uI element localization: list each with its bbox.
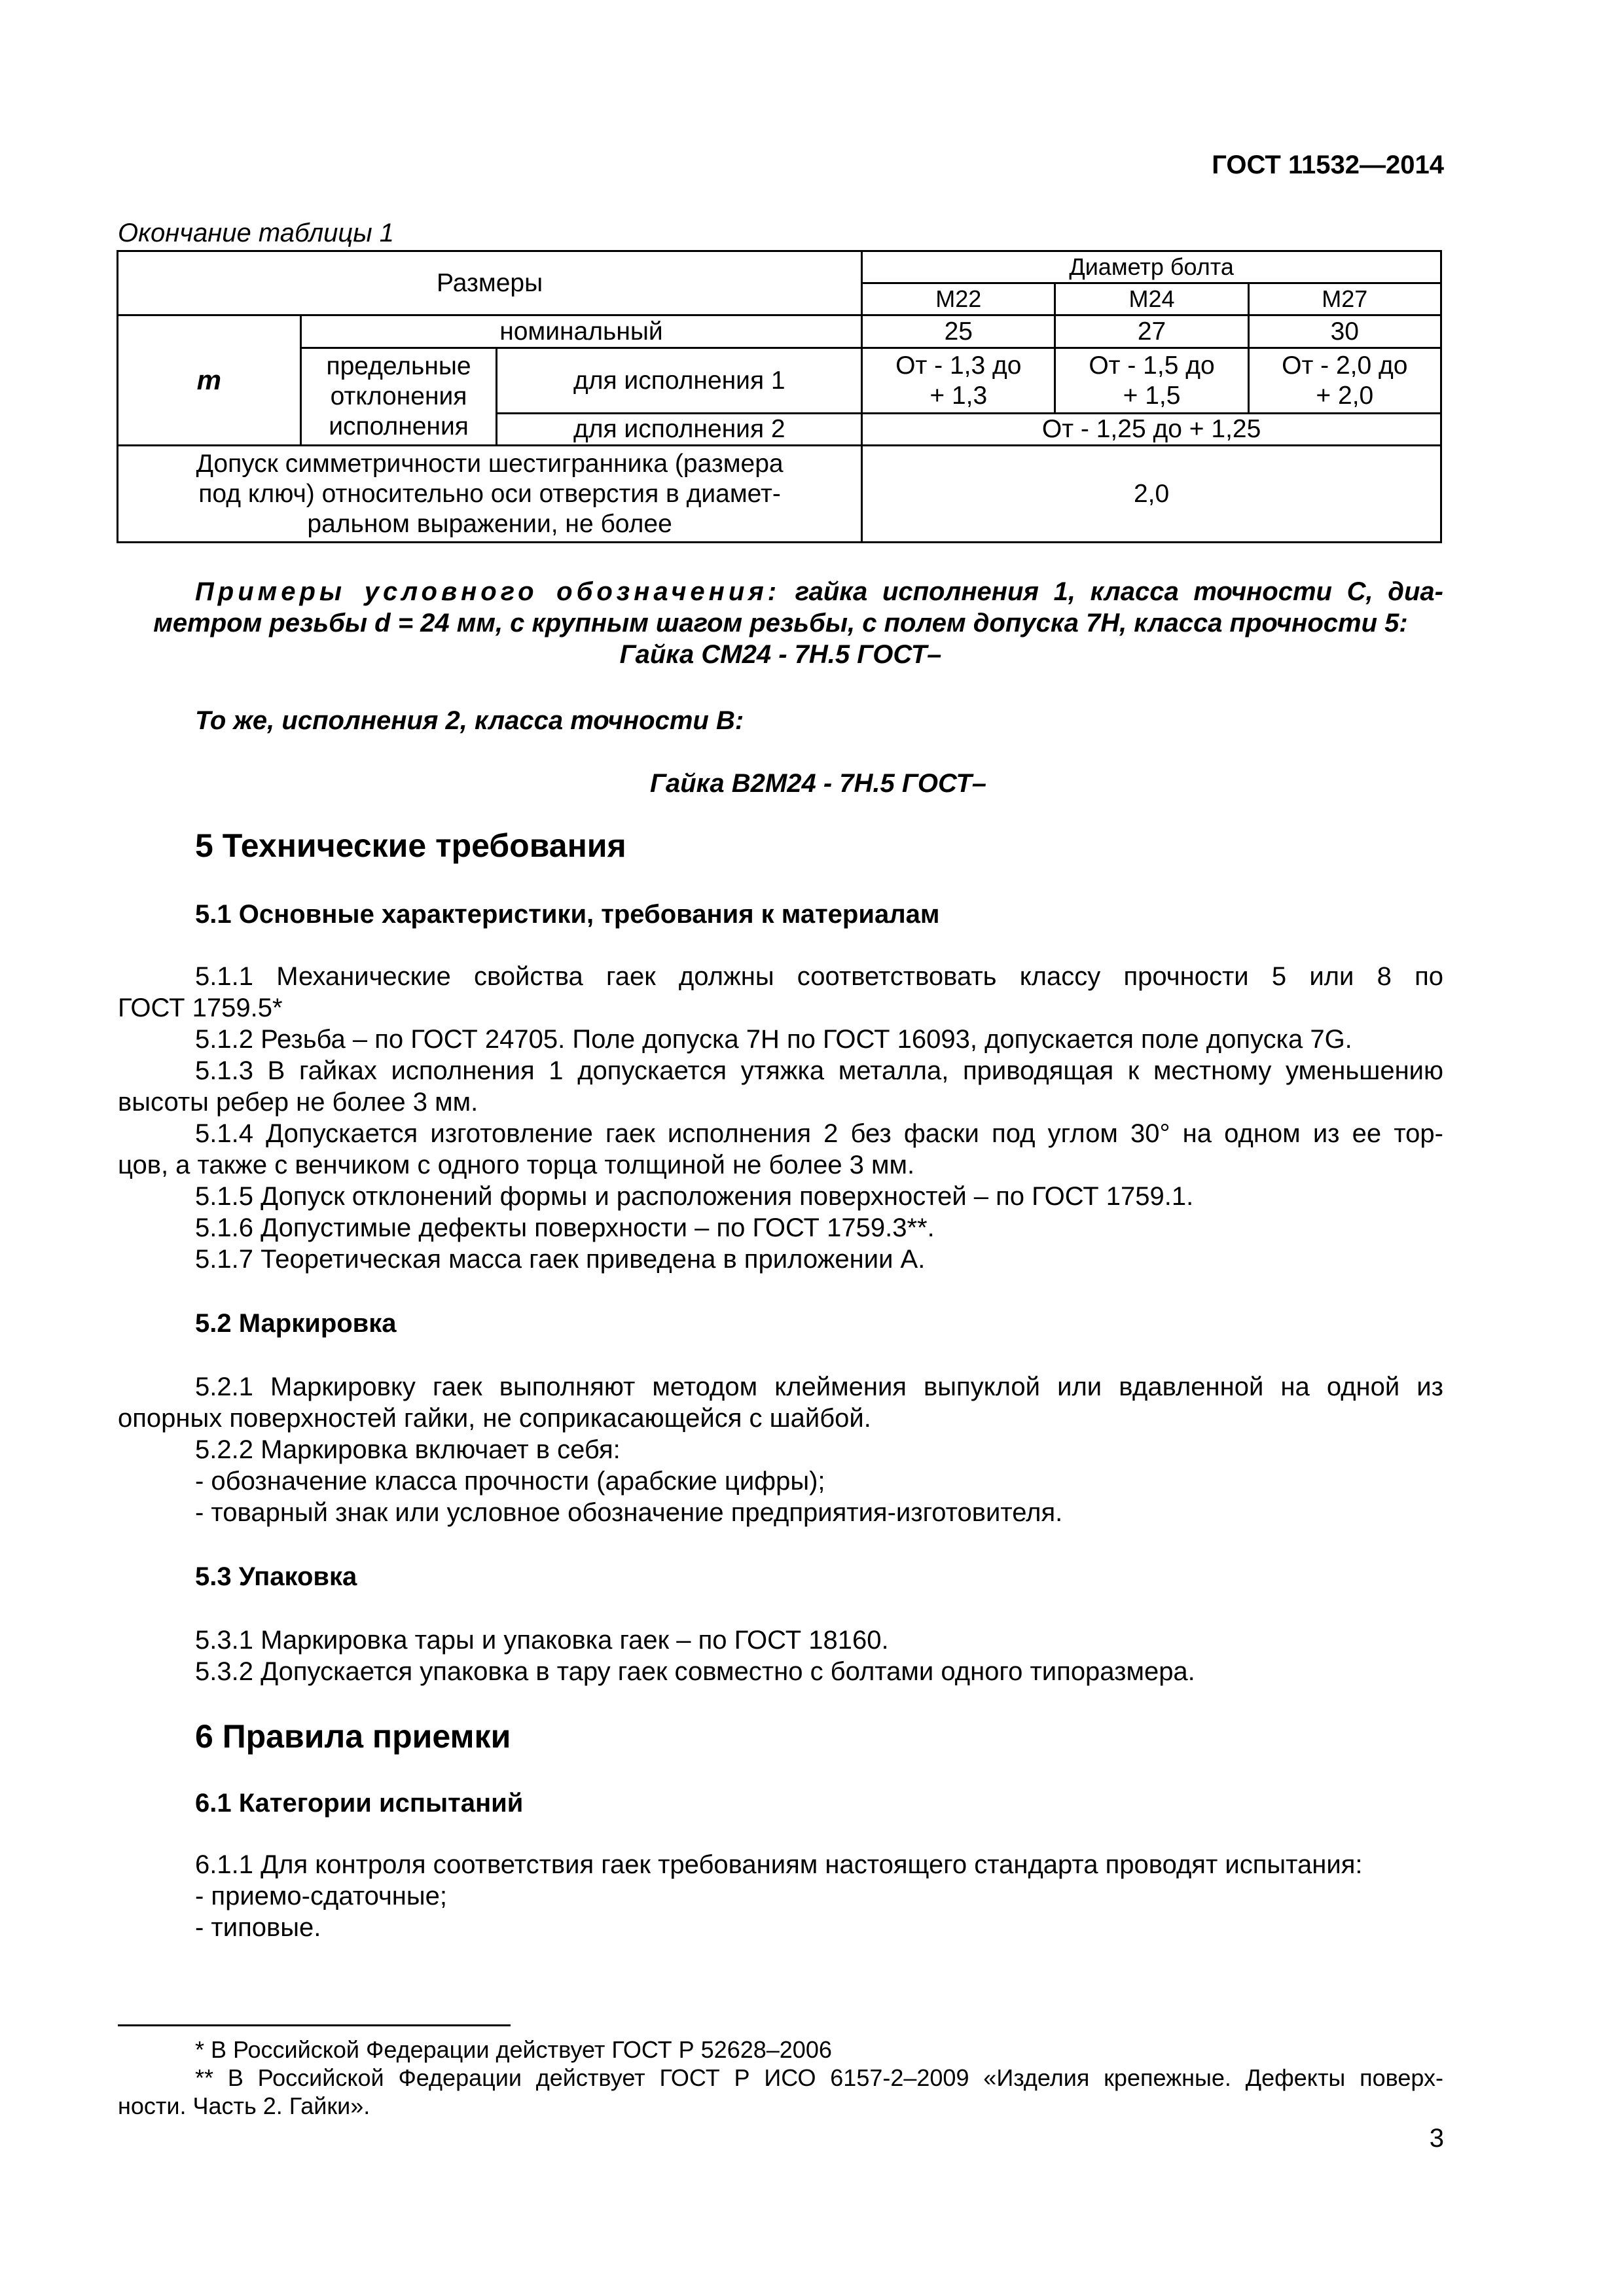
list-item: - товарный знак или условное обозначение предприятия-изготовителя. — [195, 1498, 1063, 1527]
paragraph-line: 5.1.5 Допуск отклонений формы и расположения поверхностей – по ГОСТ 1759.1. — [195, 1182, 1194, 1211]
nominal-value: 25 — [862, 315, 1055, 348]
section-5-2-text — [118, 1371, 1443, 1528]
diameter-m22: М22 — [862, 283, 1055, 315]
nominal-value: 27 — [1055, 315, 1248, 348]
paragraph-line: 5.1.7 Теоретическая масса гаек приведена в приложении А. — [195, 1245, 926, 1274]
m-symbol: m — [118, 315, 301, 446]
table-row — [118, 446, 1441, 543]
header-sizes: Размеры — [118, 251, 862, 315]
diameter-m27: М27 — [1248, 283, 1441, 315]
section-5-3-text — [118, 1624, 1443, 1687]
exec2-value: От - 1,25 до + 1,25 — [862, 414, 1441, 446]
paragraph-line: 5.3.2 Допускается упаковка в тару гаек совместно с болтами одного типоразмера. — [195, 1657, 1195, 1686]
section-5-title: 5 Технические требования — [195, 827, 626, 864]
paragraph-line: 6.1.1 Для контроля соответствия гаек требованиям настоящего стандарта проводят испытания: — [195, 1850, 1363, 1879]
symmetry-label-line: ральном выражении, не более — [307, 509, 672, 538]
section-5-1-text — [118, 961, 1443, 1275]
exec1-value-line: От - 1,3 до — [895, 351, 1022, 380]
exec1-label: для исполнения 1 — [497, 348, 862, 414]
paragraph-line: 5.2.1 Маркировку гаек выполняют методом клеймения выпуклой или вдавленной на одной из — [195, 1372, 1443, 1401]
exec1-value — [1055, 348, 1248, 414]
footnote-2-continued: ности. Часть 2. Гайки». — [118, 2092, 370, 2119]
section-5-1-title: 5.1 Основные характеристики, требования к материалам — [195, 900, 940, 929]
list-item: - обозначение класса прочности (арабские цифры); — [195, 1467, 825, 1496]
paragraph-line: 5.2.2 Маркировка включает в себя: — [195, 1435, 621, 1464]
section-6-1-text — [118, 1849, 1443, 1943]
header-diameter: Диаметр болта — [862, 251, 1441, 283]
paragraph-line: 5.1.3 В гайках исполнения 1 допускается утяжка металла, приводящая к местному уменьшению — [195, 1056, 1443, 1085]
list-item: - приемо-сдаточные; — [195, 1882, 447, 1910]
exec2-label: для исполнения 2 — [497, 414, 862, 446]
paragraph-line: цов, а также с венчиком с одного торца толщиной не более 3 мм. — [118, 1151, 915, 1179]
examples-lead: Примеры условного обозначения: — [195, 577, 781, 606]
paragraph-line: высоты ребер не более 3 мм. — [118, 1088, 478, 1117]
symmetry-label-line: Допуск симметричности шестигранника (размера — [196, 449, 784, 478]
exec1-value-line: От - 2,0 до — [1282, 351, 1408, 380]
list-item: - типовые. — [195, 1913, 321, 1942]
nominal-value: 30 — [1248, 315, 1441, 348]
paragraph-line: опорных поверхностей гайки, не соприкасающейся с шайбой. — [118, 1404, 871, 1433]
footnote-1: * В Российской Федерации действует ГОСТ Р 52628–2006 — [195, 2036, 832, 2063]
examples-line: метром резьбы d = 24 мм, с крупным шагом резьбы, с полем допуска 7H, класса прочности 5: — [153, 609, 1408, 637]
page-number: 3 — [1429, 2124, 1444, 2153]
table-row — [118, 315, 1441, 348]
section-6-title: 6 Правила приемки — [195, 1718, 511, 1755]
footnotes — [118, 2036, 1443, 2120]
same-designation: Гайка В2М24 - 7Н.5 ГОСТ– — [649, 769, 987, 798]
examples-designation: Гайка СМ24 - 7Н.5 ГОСТ– — [619, 640, 942, 669]
section-5-2-title: 5.2 Маркировка — [195, 1309, 397, 1338]
paragraph-line: 5.1.6 Допустимые дефекты поверхности – по ГОСТ 1759.3**. — [195, 1213, 935, 1242]
dimensions-table — [117, 250, 1442, 543]
deviation-label-line: исполнения — [329, 412, 469, 440]
footnote-2: ** В Российской Федерации действует ГОСТ Р ИСО 6157-2–2009 «Изделия крепежные. Дефекты поверх- — [195, 2064, 1443, 2091]
exec1-value — [862, 348, 1055, 414]
footnote-rule — [118, 2024, 511, 2026]
deviation-label — [300, 348, 497, 446]
symmetry-label — [118, 446, 862, 543]
examples-line-text: гайка исполнения 1, класса точности С, диа- — [795, 577, 1443, 606]
paragraph-line: 5.1.4 Допускается изготовление гаек исполнения 2 без фаски под углом 30° на одном из ее тор- — [195, 1119, 1443, 1148]
designation-examples — [118, 576, 1443, 670]
symmetry-value: 2,0 — [862, 446, 1441, 543]
exec1-value-line: + 1,5 — [1123, 381, 1181, 410]
paragraph-line: ГОСТ 1759.5* — [118, 994, 283, 1022]
diameter-m24: М24 — [1055, 283, 1248, 315]
table-row — [118, 348, 1441, 414]
section-5-3-title: 5.3 Упаковка — [195, 1562, 357, 1591]
symmetry-label-line: под ключ) относительно оси отверстия в диамет- — [198, 479, 781, 508]
section-6-1-title: 6.1 Категории испытаний — [195, 1789, 524, 1818]
nominal-label: номинальный — [300, 315, 861, 348]
paragraph-line: 5.1.1 Механические свойства гаек должны соответствовать классу прочности 5 или 8 по — [195, 962, 1443, 991]
exec1-value-line: От - 1,5 до — [1089, 351, 1215, 380]
examples-line — [118, 576, 1443, 607]
exec1-value-line: + 2,0 — [1316, 381, 1374, 410]
deviation-label-line: предельные отклонения — [326, 352, 471, 410]
paragraph-line: 5.1.2 Резьба – по ГОСТ 24705. Поле допуска 7Н по ГОСТ 16093, допускается поле допуска 7G. — [195, 1025, 1352, 1054]
same-execution-2: То же, исполнения 2, класса точности В: — [195, 706, 744, 735]
exec1-value — [1248, 348, 1441, 414]
table-caption: Окончание таблицы 1 — [118, 219, 395, 247]
table-row — [118, 251, 1441, 283]
exec1-value-line: + 1,3 — [929, 381, 988, 410]
standard-header: ГОСТ 11532—2014 — [1212, 151, 1444, 179]
paragraph-line: 5.3.1 Маркировка тары и упаковка гаек – по ГОСТ 18160. — [195, 1626, 889, 1655]
